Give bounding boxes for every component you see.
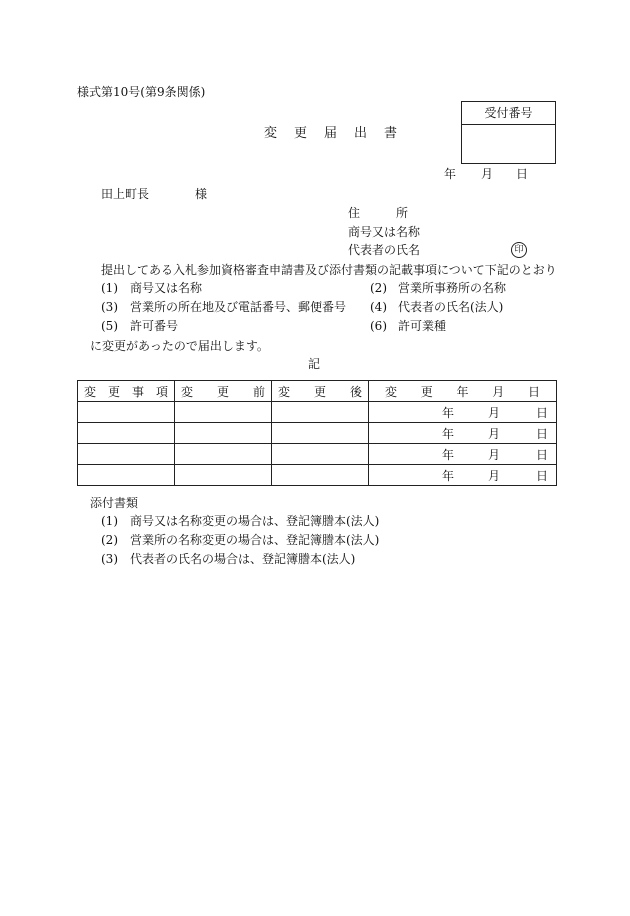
honorific: 様: [195, 187, 208, 201]
cell-after[interactable]: [272, 423, 369, 444]
cell-date[interactable]: [369, 465, 557, 486]
item-4-label: 代表者の氏名(法人): [398, 300, 504, 314]
attachment-1-text: 商号又は名称変更の場合は、登記簿謄本(法人): [130, 514, 380, 528]
item-1-num: (1): [101, 281, 118, 295]
header-date-part: 日: [527, 384, 540, 399]
date-month: 月: [481, 167, 494, 181]
row-year: 年: [441, 426, 454, 441]
item-2-label: 営業所事務所の名称: [398, 281, 507, 295]
document-title: 変 更 届 出 書: [264, 126, 400, 141]
addressee: 田上町長: [101, 187, 150, 201]
date-day: 日: [516, 167, 529, 181]
cell-date[interactable]: [369, 423, 557, 444]
header-before: 変 更 前: [175, 381, 272, 402]
receipt-number-label: 受付番号: [462, 102, 555, 125]
header-date-part: 変: [385, 384, 398, 399]
attachment-3-text: 代表者の氏名の場合は、登記簿謄本(法人): [130, 552, 356, 566]
receipt-number-box: [461, 101, 556, 164]
cell-date[interactable]: [369, 444, 557, 465]
attachment-3-num: (3): [101, 552, 118, 566]
header-date-part: 年: [456, 384, 469, 399]
row-year: 年: [441, 468, 454, 483]
table-row: [78, 465, 557, 486]
address-label: 住 所: [348, 206, 409, 220]
cell-item[interactable]: [78, 402, 175, 423]
row-day: 日: [535, 468, 548, 483]
cell-item[interactable]: [78, 423, 175, 444]
form-number: 様式第10号(第9条関係): [77, 85, 206, 99]
row-day: 日: [535, 405, 548, 420]
header-date-part: 更: [420, 384, 433, 399]
item-6-num: (6): [370, 319, 387, 333]
cell-before[interactable]: [175, 402, 272, 423]
changes-table: [77, 380, 557, 486]
attachments-heading: 添付書類: [90, 496, 139, 510]
row-day: 日: [535, 426, 548, 441]
table-row: [78, 423, 557, 444]
item-3-num: (3): [101, 300, 118, 314]
row-year: 年: [441, 447, 454, 462]
intro-text: 提出してある入札参加資格審査申請書及び添付書類の記載事項について下記のとおり: [101, 263, 557, 277]
header-date-part: 月: [492, 384, 505, 399]
cell-date[interactable]: [369, 402, 557, 423]
item-5-label: 許可番号: [130, 319, 179, 333]
cell-item[interactable]: [78, 444, 175, 465]
table-row: [78, 402, 557, 423]
table-header-row: [78, 381, 557, 402]
row-month: 月: [487, 426, 500, 441]
item-5-num: (5): [101, 319, 118, 333]
header-after: 変 更 後: [272, 381, 369, 402]
item-1-label: 商号又は名称: [130, 281, 203, 295]
header-change-date: [369, 381, 557, 402]
attachment-1-num: (1): [101, 514, 118, 528]
cell-item[interactable]: [78, 465, 175, 486]
row-month: 月: [487, 405, 500, 420]
table-row: [78, 444, 557, 465]
item-6-label: 許可業種: [398, 319, 447, 333]
cell-before[interactable]: [175, 465, 272, 486]
header-change-item: 変 更 事 項: [78, 381, 175, 402]
cell-before[interactable]: [175, 423, 272, 444]
closing-text: に変更があったので届出します。: [90, 339, 269, 353]
item-2-num: (2): [370, 281, 387, 295]
trade-name-label: 商号又は名称: [348, 225, 421, 239]
row-day: 日: [535, 447, 548, 462]
item-3-label: 営業所の所在地及び電話番号、郵便番号: [130, 300, 347, 314]
date-year: 年: [444, 167, 457, 181]
cell-after[interactable]: [272, 465, 369, 486]
ki-label: 記: [308, 357, 321, 371]
row-month: 月: [487, 447, 500, 462]
cell-after[interactable]: [272, 402, 369, 423]
attachment-2-num: (2): [101, 533, 118, 547]
seal-mark: 印: [511, 242, 527, 258]
attachment-2-text: 営業所の名称変更の場合は、登記簿謄本(法人): [130, 533, 380, 547]
row-month: 月: [487, 468, 500, 483]
row-year: 年: [441, 405, 454, 420]
item-4-num: (4): [370, 300, 387, 314]
cell-before[interactable]: [175, 444, 272, 465]
cell-after[interactable]: [272, 444, 369, 465]
representative-label: 代表者の氏名: [348, 243, 421, 257]
